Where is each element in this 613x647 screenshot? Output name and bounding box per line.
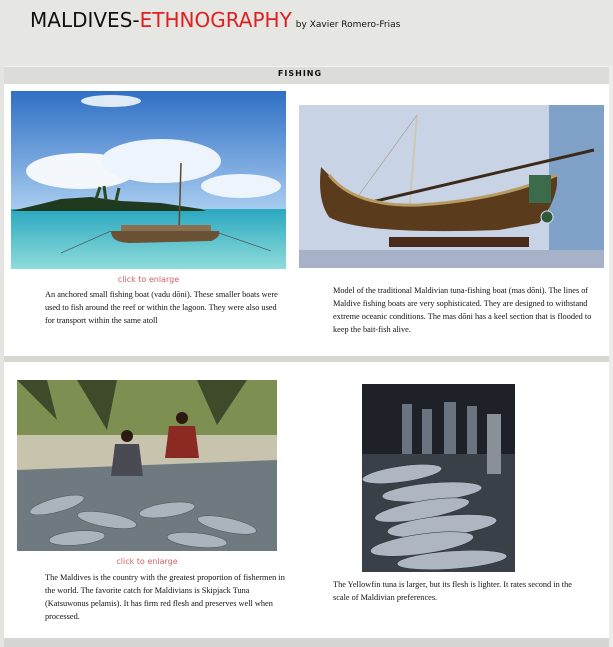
photo-vadu-doni[interactable] <box>11 91 286 269</box>
caption-yellowfin: The Yellowfin tuna is larger, but its flesh is lighter. It rates second in the scale of Maldivian preferences. <box>333 580 572 602</box>
photo-mas-doni-model <box>299 105 604 268</box>
divider-bottom <box>4 638 609 647</box>
site-title <box>30 6 400 39</box>
title-ethnography: ETHNOGRAPHY <box>139 8 292 32</box>
page-edge <box>609 66 613 647</box>
photo-fishermen-skipjack[interactable] <box>17 380 277 551</box>
byline: by Xavier Romero-Frias <box>295 20 401 30</box>
photo-yellowfin-tuna <box>362 384 515 572</box>
title-maldives: MALDIVES- <box>30 8 140 32</box>
section-title: FISHING <box>277 69 323 78</box>
click-to-enlarge-link[interactable]: click to enlarge <box>117 275 180 284</box>
caption-vadu-doni: An anchored small fishing boat (vadu dōni). These smaller boats were used to fish around the reef or within the lagoon. They were also used for transport within the same atoll <box>45 290 278 325</box>
page-header <box>0 0 613 66</box>
caption-mas-doni: Model of the traditional Maldivian tuna-fishing boat (mas dōni). The lines of Maldive fishing boats are very sophisticated. They are designed to withstand extreme oceanic conditions. The mas dōni has a keel section that is flooded to keep the bait-fish alive. <box>333 286 592 334</box>
click-to-enlarge-link-2[interactable]: click to enlarge <box>116 557 178 566</box>
caption-skipjack: The Maldives is the country with the greatest proportion of fishermen in the world. The favorite catch for Maldivians is Skipjack Tuna (Katsuwonus pelamis). It has firm red flesh and preserves well when processed. <box>45 573 285 621</box>
